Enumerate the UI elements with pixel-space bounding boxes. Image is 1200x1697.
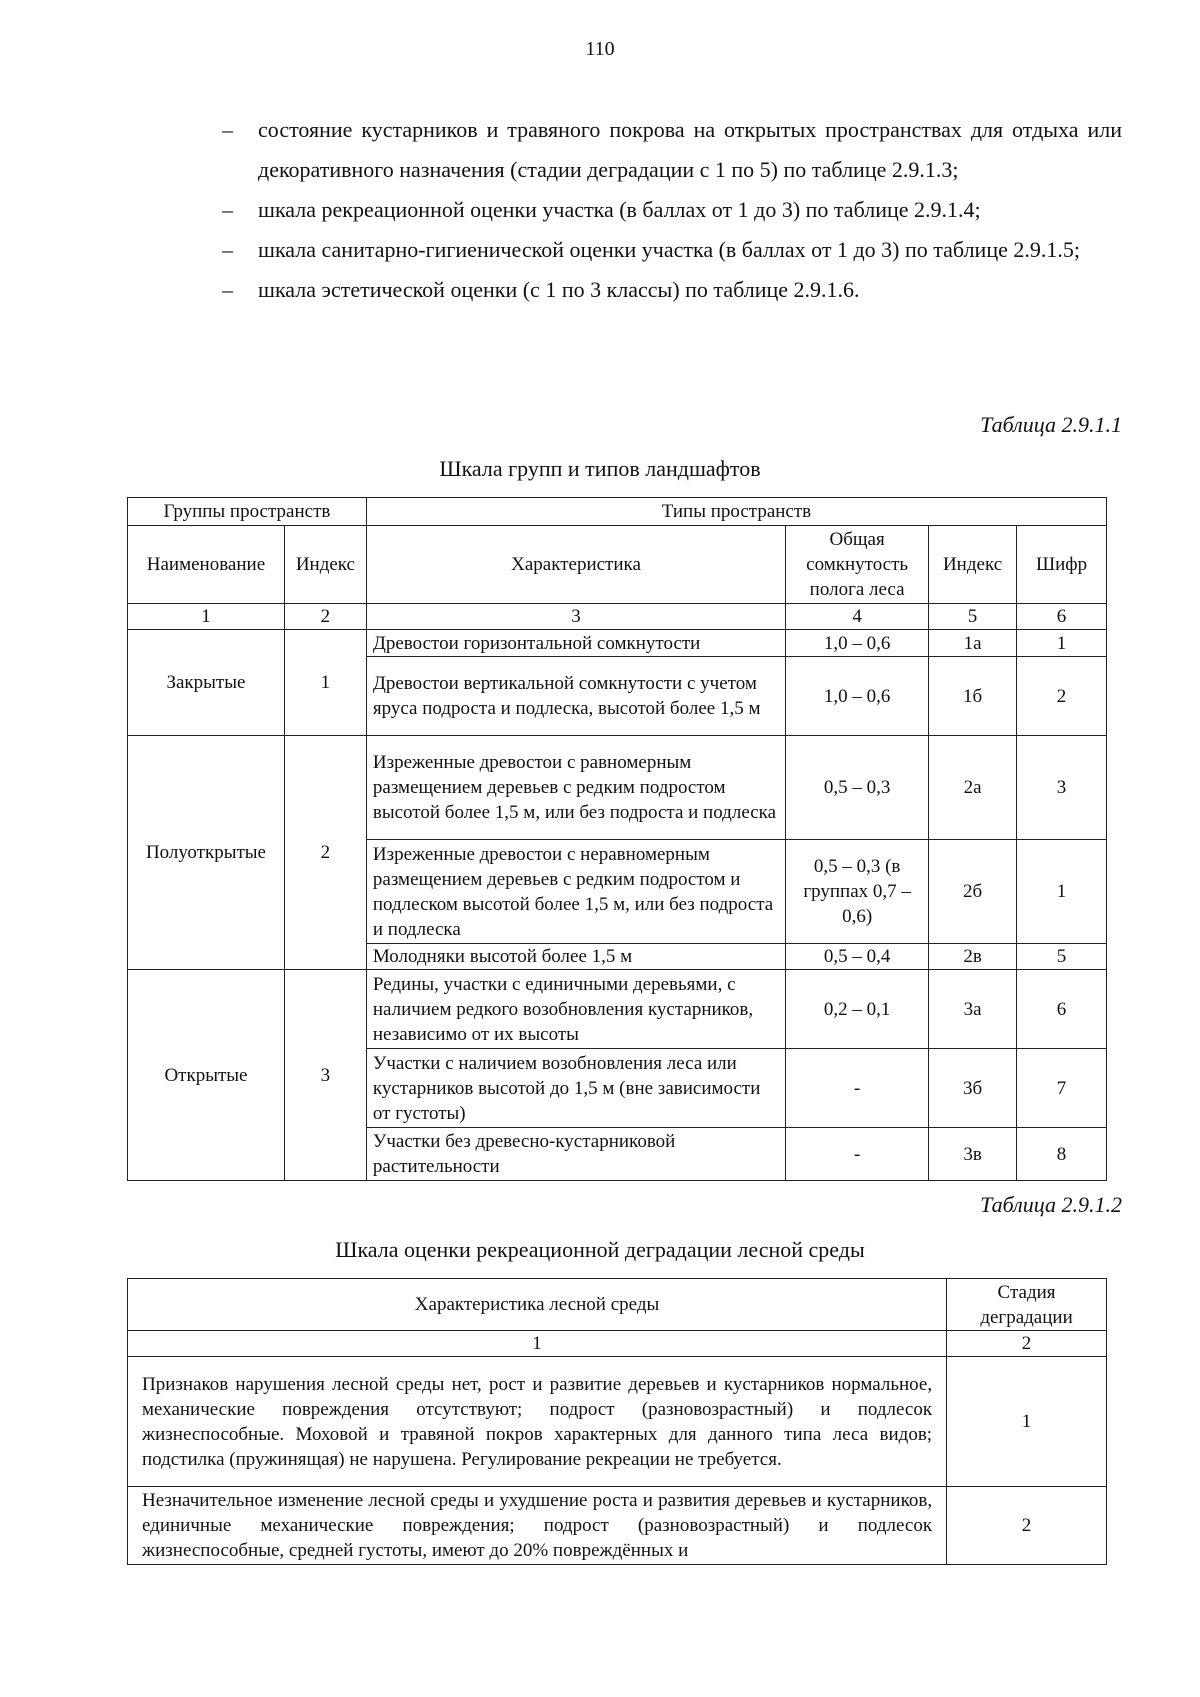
table1-caption: Таблица 2.9.1.1 xyxy=(980,412,1122,437)
bullet-item xyxy=(222,190,1122,230)
type-code: 1 xyxy=(1017,840,1107,944)
type-characteristic: Молодняки высотой более 1,5 м xyxy=(366,944,785,970)
bullet-text: шкала санитарно-гигиенической оценки участка (в баллах от 1 до 3) по таблице 2.9.1.5; xyxy=(258,237,1080,262)
type-closure: 0,2 – 0,1 xyxy=(786,970,929,1049)
col-number: 1 xyxy=(128,604,285,630)
group-index: 3 xyxy=(284,970,366,1181)
type-code: 2 xyxy=(1017,657,1107,736)
dash-marker: – xyxy=(222,197,233,222)
types-header: Типы пространств xyxy=(366,498,1106,526)
bullet-text: шкала рекреационной оценки участка (в баллах от 1 до 3) по таблице 2.9.1.4; xyxy=(258,197,981,222)
page-number: 110 xyxy=(585,38,615,60)
forest-characteristic: Признаков нарушения лесной среды нет, рост и развитие деревьев и кустарников нормальное, механические повреждения отсутствуют; подрост (разновозрастный) и подлесок жизнеспособные. Моховой и травяной покров характерных для данного типа леса видов; подстилка (пружинящая) не нарушена. Регулирование рекреации не требуется. xyxy=(128,1357,947,1487)
type-closure: - xyxy=(786,1049,929,1128)
type-index: 3в xyxy=(929,1128,1017,1181)
table-row xyxy=(128,970,1107,1049)
group-index: 2 xyxy=(284,736,366,970)
table-row xyxy=(128,630,1107,657)
col-number: 4 xyxy=(786,604,929,630)
group-name: Закрытые xyxy=(128,630,285,736)
type-index: 3б xyxy=(929,1049,1017,1128)
type-closure: 0,5 – 0,3 xyxy=(786,736,929,840)
table1-title: Шкала групп и типов ландшафтов xyxy=(439,456,761,481)
type-index: 2б xyxy=(929,840,1017,944)
table2-caption: Таблица 2.9.1.2 xyxy=(980,1192,1122,1217)
type-index: 1б xyxy=(929,657,1017,736)
col-header-code: Шифр xyxy=(1017,526,1107,604)
col-header-stage: Стадия деградации xyxy=(947,1279,1107,1331)
type-characteristic: Изреженные древостои с равномерным размещением деревьев с редким подростом высотой более 1,5 м, или без подроста и подлеска xyxy=(366,736,785,840)
bullet-item xyxy=(222,230,1122,270)
dash-marker: – xyxy=(222,277,233,302)
type-characteristic: Редины, участки с единичными деревьями, с наличием редкого возобновления кустарников, независимо от их высоты xyxy=(366,970,785,1049)
group-index: 1 xyxy=(284,630,366,736)
table2-title: Шкала оценки рекреационной деградации лесной среды xyxy=(335,1237,865,1262)
type-code: 8 xyxy=(1017,1128,1107,1181)
type-characteristic: Участки с наличием возобновления леса или кустарников высотой до 1,5 м (вне зависимости от густоты) xyxy=(366,1049,785,1128)
type-characteristic: Древостои вертикальной сомкнутости с учетом яруса подроста и подлеска, высотой более 1,5 м xyxy=(366,657,785,736)
group-name: Полуоткрытые xyxy=(128,736,285,970)
group-header: Группы пространств xyxy=(128,498,367,526)
type-index: 3а xyxy=(929,970,1017,1049)
bullet-text: состояние кустарников и травяного покрова на открытых пространствах для отдыха или декоративного назначения (стадии деградации с 1 по 5) по таблице 2.9.1.3; xyxy=(258,117,1122,182)
dash-marker: – xyxy=(222,117,233,142)
col-header-name: Наименование xyxy=(128,526,285,604)
type-code: 7 xyxy=(1017,1049,1107,1128)
dash-marker: – xyxy=(222,237,233,262)
degradation-stage: 1 xyxy=(947,1357,1107,1487)
type-code: 6 xyxy=(1017,970,1107,1049)
type-code: 5 xyxy=(1017,944,1107,970)
col-number: 6 xyxy=(1017,604,1107,630)
col-header-characteristic: Характеристика xyxy=(366,526,785,604)
type-index: 2в xyxy=(929,944,1017,970)
type-closure: 1,0 – 0,6 xyxy=(786,657,929,736)
col-header-index: Индекс xyxy=(284,526,366,604)
bullet-item xyxy=(222,110,1122,190)
col-number: 3 xyxy=(366,604,785,630)
bullet-text: шкала эстетической оценки (с 1 по 3 классы) по таблице 2.9.1.6. xyxy=(258,277,860,302)
table-row xyxy=(128,736,1107,840)
type-code: 1 xyxy=(1017,630,1107,657)
col-number: 2 xyxy=(284,604,366,630)
type-index: 2а xyxy=(929,736,1017,840)
col-number: 5 xyxy=(929,604,1017,630)
col-header-index2: Индекс xyxy=(929,526,1017,604)
type-index: 1а xyxy=(929,630,1017,657)
type-characteristic: Участки без древесно-кустарниковой растительности xyxy=(366,1128,785,1181)
table-row xyxy=(128,1357,1107,1487)
table-row xyxy=(128,1487,1107,1565)
degradation-table xyxy=(127,1278,1107,1565)
forest-characteristic: Незначительное изменение лесной среды и ухудшение роста и развития деревьев и кустарников, единичные механические повреждения; подрост (разновозрастный) и подлесок жизнеспособные, средней густоты, имеют до 20% повреждённых и xyxy=(128,1487,947,1565)
type-closure: 0,5 – 0,3 (в группах 0,7 – 0,6) xyxy=(786,840,929,944)
type-characteristic: Изреженные древостои с неравномерным размещением деревьев с редким подростом и подлеском высотой более 1,5 м, или без подроста и подлеска xyxy=(366,840,785,944)
type-code: 3 xyxy=(1017,736,1107,840)
group-name: Открытые xyxy=(128,970,285,1181)
bullet-list xyxy=(222,110,1122,310)
type-closure: 0,5 – 0,4 xyxy=(786,944,929,970)
col-number: 2 xyxy=(947,1331,1107,1357)
type-closure: - xyxy=(786,1128,929,1181)
degradation-stage: 2 xyxy=(947,1487,1107,1565)
col-header-closure: Общая сомкнутость полога леса xyxy=(786,526,929,604)
landscape-table xyxy=(127,497,1107,1181)
type-closure: 1,0 – 0,6 xyxy=(786,630,929,657)
col-number: 1 xyxy=(128,1331,947,1357)
bullet-item xyxy=(222,270,1122,310)
col-header-forest-characteristic: Характеристика лесной среды xyxy=(128,1279,947,1331)
type-characteristic: Древостои горизонтальной сомкнутости xyxy=(366,630,785,657)
